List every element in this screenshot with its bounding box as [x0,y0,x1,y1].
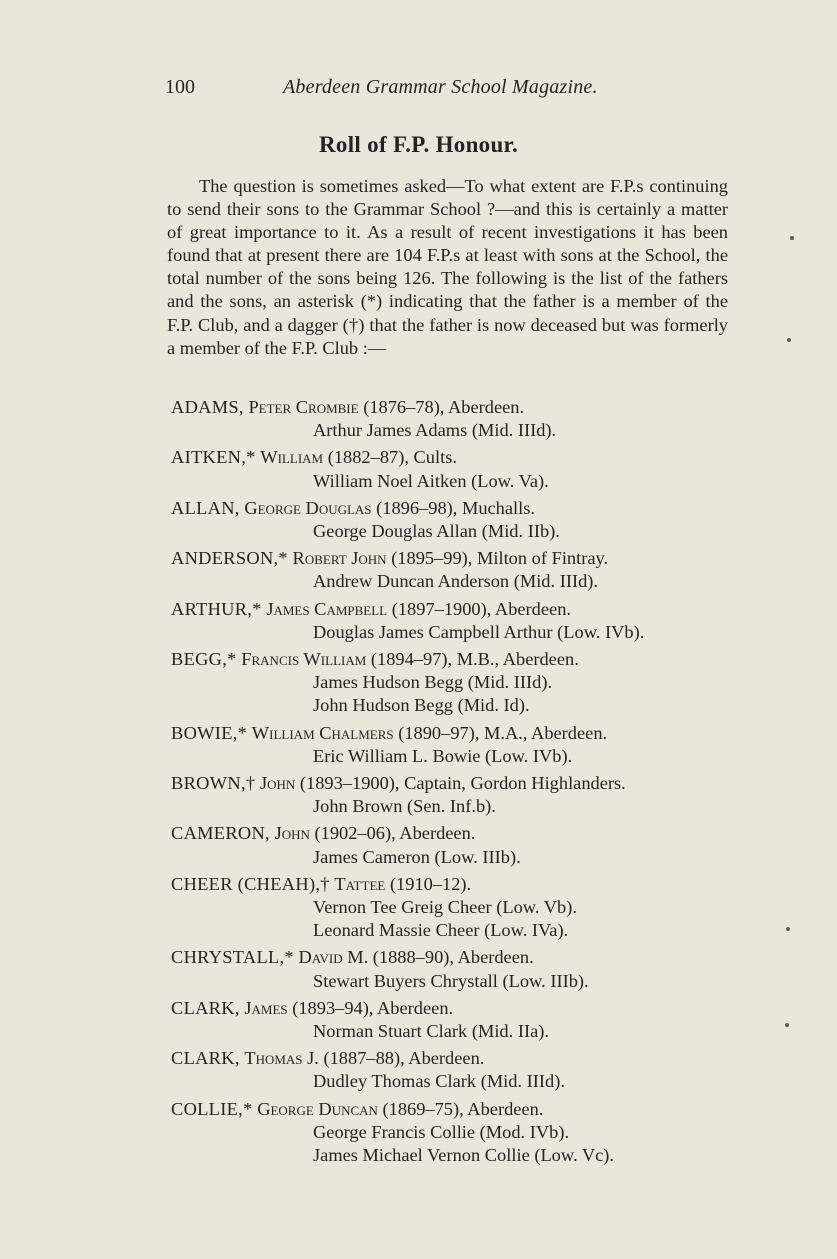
father-line [171,648,771,671]
son-line: George Douglas Allan (Mid. IIb). [313,521,560,542]
father-surname: CLARK, [171,1048,240,1069]
father-details: J. (1887–88), Aberdeen. [307,1048,485,1069]
son-line: Arthur James Adams (Mid. IIId). [313,420,557,441]
father-surname: BEGG,* [171,649,237,670]
father-line [171,598,771,621]
father-details: (1896–98), Muchalls. [376,497,536,518]
father-line [171,446,771,469]
father-surname: CAMERON, [171,823,270,844]
father-line [171,997,771,1020]
father-line [171,822,771,845]
father-surname: CLARK, [171,997,240,1018]
father-surname: ARTHUR,* [171,598,262,619]
roll-entry [171,873,771,943]
father-given-names: David [298,947,343,968]
honour-roll-list [171,396,771,1171]
roll-entry [171,1098,771,1168]
father-line [171,1047,771,1070]
roll-entry [171,946,771,992]
roll-entry [171,822,771,868]
journal-title: Aberdeen Grammar School Magazine. [283,76,598,98]
paper-speck [786,927,790,931]
father-given-names: William Chalmers [251,722,394,743]
son-line: William Noel Aitken (Low. Va). [313,470,549,491]
son-line: Andrew Duncan Anderson (Mid. IIId). [313,571,598,592]
father-surname: AITKEN,* [171,447,256,468]
roll-entry [171,722,771,768]
father-surname: CHRYSTALL,* [171,947,294,968]
father-details: (1895–99), Milton of Fintray. [391,548,609,569]
father-details: (1893–1900), Captain, Gordon Highlanders. [299,773,626,794]
roll-entry [171,1047,771,1093]
son-line: Eric William L. Bowie (Low. IVb). [313,745,573,766]
roll-entry [171,598,771,644]
father-surname: ANDERSON,* [171,548,288,569]
father-line [171,396,771,419]
article-title: Roll of F.P. Honour. [319,132,518,157]
father-given-names: Francis William [241,649,367,670]
son-line: John Brown (Sen. Inf.b). [313,796,496,817]
father-line [171,722,771,745]
father-details: (1910–12). [389,873,472,894]
page-number: 100 [165,76,195,98]
father-surname: BOWIE,* [171,722,248,743]
son-line: James Michael Vernon Collie (Low. Vc). [313,1145,614,1166]
father-given-names: George Duncan [257,1098,378,1119]
son-line: Vernon Tee Greig Cheer (Low. Vb). [313,897,577,918]
father-details: (1902–06), Aberdeen. [314,823,476,844]
running-head [165,76,725,104]
intro-text: The question is sometimes asked—To what extent are F.P.s continuing to send their sons to the Grammar School ?—and this is certainly a matter of great importance to it. As a result of recent investigations it has been found that at present there are 104 F.P.s at least with sons at the School, the total number of the sons being 126. The following is the list of the fathers and the sons, an asterisk (*) indicating that the father is a member of the F.P. Club, and a dagger (†) that the father is now deceased but was formerly a member of the F.P. Club :— [167,176,728,358]
father-details: (1869–75), Aberdeen. [382,1098,544,1119]
father-line [171,946,771,969]
father-given-names: John [259,773,296,794]
father-given-names: Thomas [244,1048,303,1069]
son-line: John Hudson Begg (Mid. Id). [313,695,530,716]
son-line: George Francis Collie (Mod. IVb). [313,1121,570,1142]
father-given-names: James Campbell [266,598,388,619]
father-surname: CHEER (CHEAH),† [171,873,330,894]
father-surname: ALLAN, [171,497,240,518]
son-line: Douglas James Campbell Arthur (Low. IVb). [313,621,645,642]
father-given-names: George Douglas [244,497,372,518]
roll-entry [171,446,771,492]
paper-speck [785,1023,789,1027]
father-surname: COLLIE,* [171,1098,253,1119]
roll-entry [171,497,771,543]
father-given-names: Peter Crombie [248,397,359,417]
roll-entry [171,547,771,593]
father-details: (1894–97), M.B., Aberdeen. [370,649,579,670]
father-line [171,497,771,520]
paper-speck [790,236,794,240]
roll-entry [171,396,771,442]
roll-entry [171,997,771,1043]
son-line: Leonard Massie Cheer (Low. IVa). [313,920,569,941]
father-given-names: Robert John [292,548,387,569]
father-line [171,772,771,795]
father-details: M. (1888–90), Aberdeen. [347,947,534,968]
roll-entry [171,772,771,818]
father-surname: BROWN,† [171,773,256,794]
father-details: (1893–94), Aberdeen. [292,997,454,1018]
son-line: James Cameron (Low. IIIb). [313,846,521,867]
father-details: (1890–97), M.A., Aberdeen. [398,722,608,743]
father-details: (1882–87), Cults. [327,447,457,468]
son-line: Dudley Thomas Clark (Mid. IIId). [313,1071,565,1092]
son-line: James Hudson Begg (Mid. IIId). [313,672,553,693]
father-given-names: William [260,447,324,468]
father-surname: ADAMS, [171,397,244,417]
son-line: Stewart Buyers Chrystall (Low. IIIb). [313,970,589,991]
father-details: (1876–78), Aberdeen. [363,397,525,417]
father-line [171,873,771,896]
father-details: (1897–1900), Aberdeen. [391,598,571,619]
father-given-names: James [244,997,288,1018]
father-line [171,547,771,570]
father-given-names: John [274,823,310,844]
paper-speck [787,338,791,342]
father-given-names: Tattee [334,873,386,894]
roll-entry [171,648,771,718]
son-line: Norman Stuart Clark (Mid. IIa). [313,1021,549,1042]
intro-paragraph [167,175,728,360]
father-line [171,1098,771,1121]
